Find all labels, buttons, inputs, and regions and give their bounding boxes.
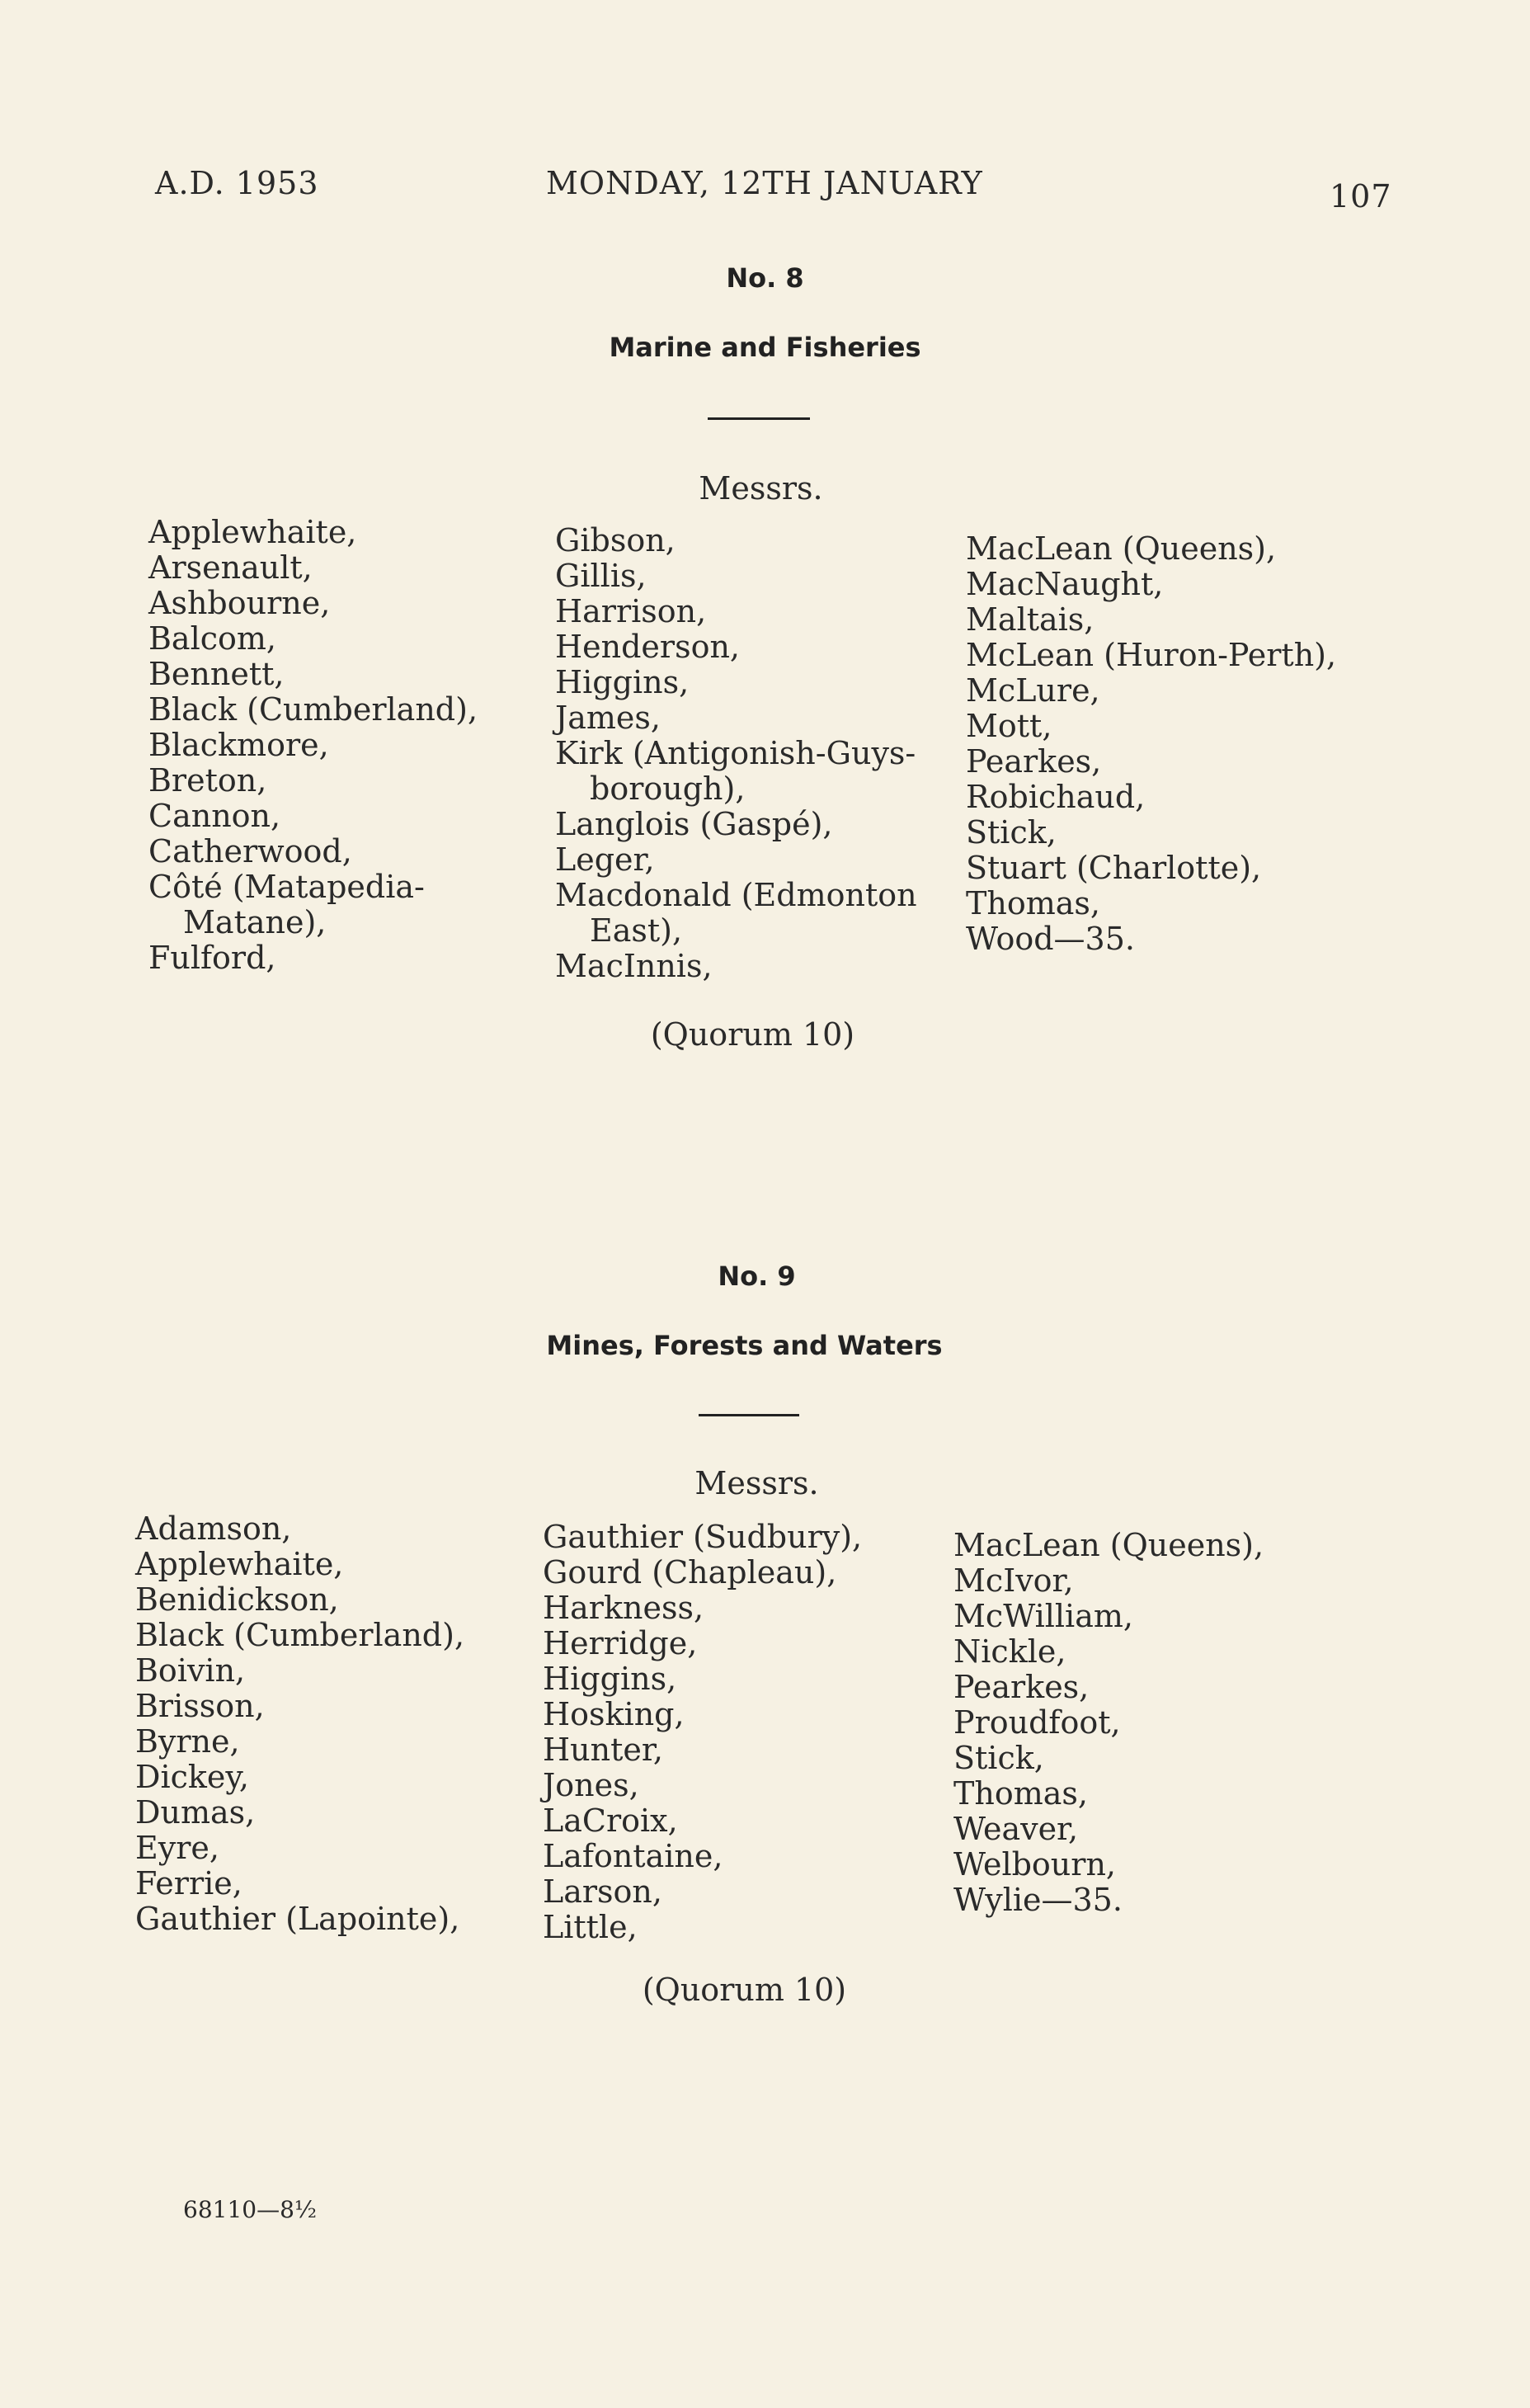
member-name: Mott,: [966, 708, 1052, 744]
member-name: James,: [555, 700, 661, 736]
member-name: Eyre,: [135, 1830, 219, 1866]
member-name: Proudfoot,: [953, 1704, 1121, 1741]
member-name: Stick,: [966, 814, 1057, 851]
member-name: MacInnis,: [555, 948, 713, 984]
member-name: Henderson,: [555, 629, 741, 665]
member-name: Black (Cumberland),: [148, 691, 478, 728]
member-column-1: [135, 1511, 464, 1937]
member-name: Gauthier (Lapointe),: [135, 1901, 460, 1937]
member-name: Lafontaine,: [543, 1838, 723, 1874]
title-rule: [708, 417, 810, 420]
member-name: Ferrie,: [135, 1865, 242, 1901]
print-code: 68110—8½: [183, 2196, 318, 2223]
member-name: Stick,: [953, 1740, 1044, 1776]
member-name: Jones,: [543, 1767, 639, 1803]
member-name: Dickey,: [135, 1759, 249, 1795]
member-name: LaCroix,: [543, 1802, 678, 1839]
member-name: Macdonald (Edmonton: [555, 877, 917, 913]
member-name: Wood—35.: [966, 921, 1135, 957]
member-name: Blackmore,: [148, 727, 329, 763]
member-name: Leger,: [555, 841, 655, 878]
member-name: Harrison,: [555, 593, 707, 629]
member-name: MacNaught,: [966, 566, 1164, 602]
member-name: Côté (Matapedia-: [148, 869, 425, 905]
header-year: A.D. 1953: [155, 165, 319, 201]
member-name: Higgins,: [555, 664, 690, 700]
committee-title: Mines, Forests and Waters: [546, 1330, 943, 1361]
title-rule: [699, 1414, 799, 1416]
member-name: Higgins,: [543, 1661, 677, 1697]
member-name: Welbourn,: [953, 1846, 1116, 1883]
committee-title: Marine and Fisheries: [609, 332, 921, 363]
quorum-note: (Quorum 10): [650, 1016, 855, 1053]
member-name: Maltais,: [966, 601, 1095, 638]
member-name: Benidickson,: [135, 1581, 339, 1618]
member-name: Wylie—35.: [953, 1882, 1123, 1918]
member-name: McLean (Huron-Perth),: [966, 637, 1337, 673]
member-name: Kirk (Antigonish-Guys-: [555, 735, 916, 771]
member-name: Harkness,: [543, 1590, 704, 1626]
member-name: McIvor,: [953, 1562, 1074, 1599]
committee-number: No. 8: [726, 262, 804, 294]
member-name: Gillis,: [555, 558, 647, 594]
member-name: McWilliam,: [953, 1598, 1133, 1634]
member-name: MacLean (Queens),: [966, 530, 1277, 567]
member-name: McLure,: [966, 672, 1100, 709]
messrs-label: Messrs.: [699, 470, 823, 507]
member-name: Pearkes,: [966, 743, 1102, 780]
committee-number: No. 9: [718, 1261, 796, 1292]
member-name: Robichaud,: [966, 779, 1146, 815]
member-name: Gibson,: [555, 522, 676, 558]
member-column-2: [543, 1520, 862, 1945]
member-name: Pearkes,: [953, 1669, 1090, 1705]
member-name: Dumas,: [135, 1794, 256, 1831]
member-name: MacLean (Queens),: [953, 1527, 1264, 1563]
member-name: Gauthier (Sudbury),: [543, 1519, 863, 1555]
member-name: East),: [590, 912, 683, 949]
member-column-2: [555, 523, 917, 984]
messrs-label: Messrs.: [694, 1465, 819, 1501]
member-name: Black (Cumberland),: [135, 1617, 465, 1653]
member-name: Brisson,: [135, 1688, 265, 1724]
member-name: Breton,: [148, 762, 267, 799]
member-name: Adamson,: [135, 1510, 292, 1547]
member-name: Thomas,: [953, 1775, 1088, 1812]
member-name: Hosking,: [543, 1696, 685, 1732]
member-name: Herridge,: [543, 1625, 698, 1661]
member-name: Thomas,: [966, 885, 1100, 921]
member-name: Nickle,: [953, 1633, 1066, 1670]
member-name: Cannon,: [148, 798, 281, 834]
member-name: Applewhaite,: [148, 514, 357, 550]
member-name: Ashbourne,: [148, 585, 331, 621]
member-name: Catherwood,: [148, 833, 352, 869]
member-name: Langlois (Gaspé),: [555, 806, 833, 842]
member-name: Byrne,: [135, 1723, 240, 1760]
member-column-1: [148, 515, 478, 976]
member-name: Gourd (Chapleau),: [543, 1554, 837, 1590]
member-name: Arsenault,: [148, 549, 313, 586]
member-name: Balcom,: [148, 620, 277, 657]
member-name: Fulford,: [148, 940, 276, 976]
member-name: borough),: [590, 770, 746, 807]
member-name: Applewhaite,: [135, 1546, 344, 1582]
member-column-3: [953, 1528, 1264, 1918]
member-name: Stuart (Charlotte),: [966, 850, 1262, 886]
member-name: Boivin,: [135, 1652, 246, 1689]
member-name: Weaver,: [953, 1811, 1079, 1847]
member-name: Matane),: [183, 904, 327, 940]
member-name: Little,: [543, 1909, 638, 1945]
member-name: Larson,: [543, 1873, 662, 1910]
member-column-3: [966, 531, 1336, 957]
member-name: Hunter,: [543, 1732, 663, 1768]
page-number: 107: [1330, 178, 1392, 214]
header-date: MONDAY, 12TH JANUARY: [546, 165, 983, 201]
member-name: Bennett,: [148, 656, 285, 692]
quorum-note: (Quorum 10): [642, 1972, 847, 2008]
